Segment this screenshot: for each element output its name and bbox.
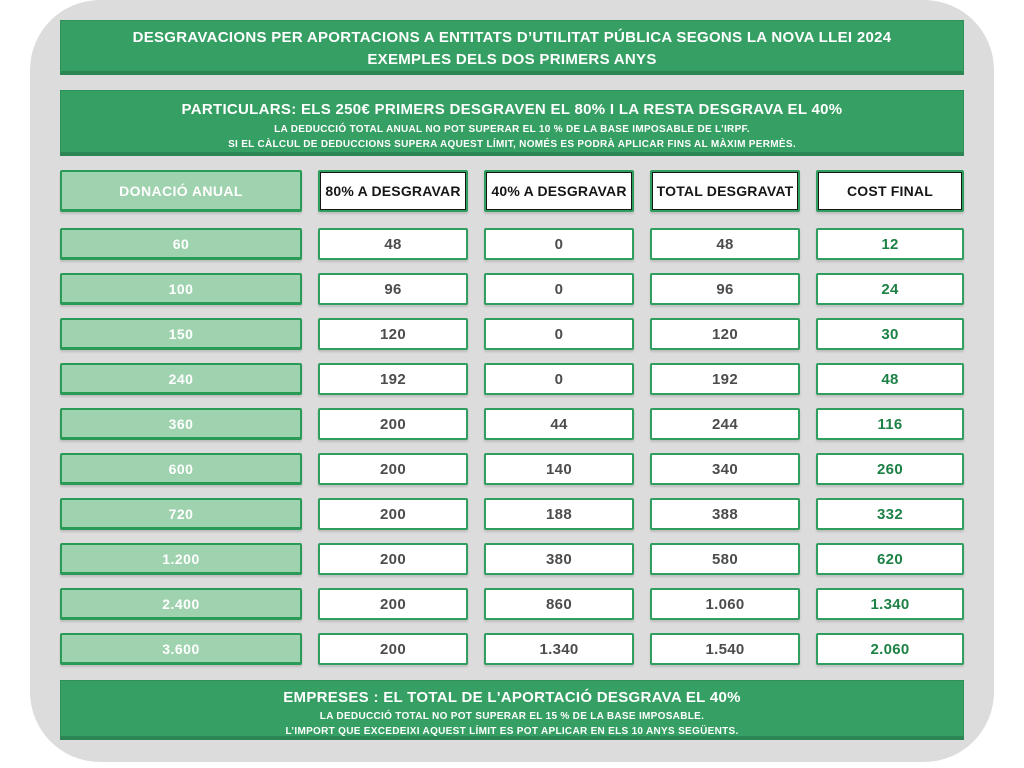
cost-final-cell: 260 (816, 453, 964, 485)
column-header-total-desgravat: TOTAL DESGRAVAT (650, 170, 800, 212)
cost-final-cell: 24 (816, 273, 964, 305)
value-cell-40: 380 (484, 543, 634, 575)
particulars-note-2: SI EL CÀLCUL DE DEDUCCIONS SUPERA AQUEST LÍMIT, NOMÉS ES PODRÀ APLICAR FINS AL MÀXIM PERMÈS. (228, 139, 796, 150)
particulars-title: PARTICULARS: ELS 250€ PRIMERS DESGRAVEN EL 80% I LA RESTA DESGRAVA EL 40% (181, 101, 843, 118)
cost-final-cell: 332 (816, 498, 964, 530)
particulars-note-1: LA DEDUCCIÓ TOTAL ANUAL NO POT SUPERAR EL 10 % DE LA BASE IMPOSABLE DE L’IRPF. (274, 124, 750, 135)
donacio-cell: 360 (60, 408, 302, 440)
cost-final-cell: 620 (816, 543, 964, 575)
cost-final-cell: 2.060 (816, 633, 964, 665)
column-header-cost-final: COST FINAL (816, 170, 964, 212)
cost-final-cell: 1.340 (816, 588, 964, 620)
value-cell-80: 200 (318, 588, 468, 620)
value-cell-80: 192 (318, 363, 468, 395)
value-cell-total: 96 (650, 273, 800, 305)
cost-final-cell: 48 (816, 363, 964, 395)
cost-final-cell: 30 (816, 318, 964, 350)
infographic-card (30, 0, 994, 762)
title-line-1: DESGRAVACIONS PER APORTACIONS A ENTITATS D’UTILITAT PÚBLICA SEGONS LA NOVA LLEI 2024 (132, 29, 892, 46)
value-cell-40: 188 (484, 498, 634, 530)
value-cell-80: 120 (318, 318, 468, 350)
value-cell-total: 388 (650, 498, 800, 530)
donacio-cell: 60 (60, 228, 302, 260)
value-cell-total: 192 (650, 363, 800, 395)
value-cell-total: 48 (650, 228, 800, 260)
value-cell-40: 1.340 (484, 633, 634, 665)
column-header-40-a-desgravar: 40% A DESGRAVAR (484, 170, 634, 212)
value-cell-total: 120 (650, 318, 800, 350)
column-header-80-a-desgravar: 80% A DESGRAVAR (318, 170, 468, 212)
column-header-donacio-anual: DONACIÓ ANUAL (60, 170, 302, 212)
value-cell-80: 200 (318, 408, 468, 440)
value-cell-40: 44 (484, 408, 634, 440)
empreses-note-1: LA DEDUCCIÓ TOTAL NO POT SUPERAR EL 15 % DE LA BASE IMPOSABLE. (319, 711, 705, 722)
donacio-cell: 240 (60, 363, 302, 395)
value-cell-80: 96 (318, 273, 468, 305)
value-cell-total: 340 (650, 453, 800, 485)
value-cell-80: 200 (318, 543, 468, 575)
value-cell-80: 200 (318, 453, 468, 485)
donacio-cell: 100 (60, 273, 302, 305)
donacio-cell: 150 (60, 318, 302, 350)
empreses-title: EMPRESES : EL TOTAL DE L'APORTACIÓ DESGRAVA EL 40% (283, 689, 741, 706)
value-cell-40: 0 (484, 228, 634, 260)
title-line-2: EXEMPLES DELS DOS PRIMERS ANYS (367, 51, 657, 68)
value-cell-total: 1.060 (650, 588, 800, 620)
donacio-cell: 720 (60, 498, 302, 530)
table-header-row (60, 170, 964, 212)
title-banner (60, 20, 964, 75)
value-cell-40: 0 (484, 363, 634, 395)
cost-final-cell: 116 (816, 408, 964, 440)
value-cell-40: 140 (484, 453, 634, 485)
empreses-note-2: L’IMPORT QUE EXCEDEIXI AQUEST LÍMIT ES POT APLICAR EN ELS 10 ANYS SEGÜENTS. (285, 726, 739, 737)
value-cell-80: 200 (318, 498, 468, 530)
donacio-cell: 600 (60, 453, 302, 485)
empreses-banner (60, 680, 964, 740)
value-cell-40: 860 (484, 588, 634, 620)
donacio-cell: 3.600 (60, 633, 302, 665)
value-cell-total: 1.540 (650, 633, 800, 665)
value-cell-80: 48 (318, 228, 468, 260)
value-cell-40: 0 (484, 318, 634, 350)
value-cell-total: 244 (650, 408, 800, 440)
value-cell-total: 580 (650, 543, 800, 575)
value-cell-80: 200 (318, 633, 468, 665)
donacio-cell: 1.200 (60, 543, 302, 575)
donacio-cell: 2.400 (60, 588, 302, 620)
value-cell-40: 0 (484, 273, 634, 305)
particulars-banner (60, 90, 964, 156)
cost-final-cell: 12 (816, 228, 964, 260)
table-body (60, 228, 964, 665)
